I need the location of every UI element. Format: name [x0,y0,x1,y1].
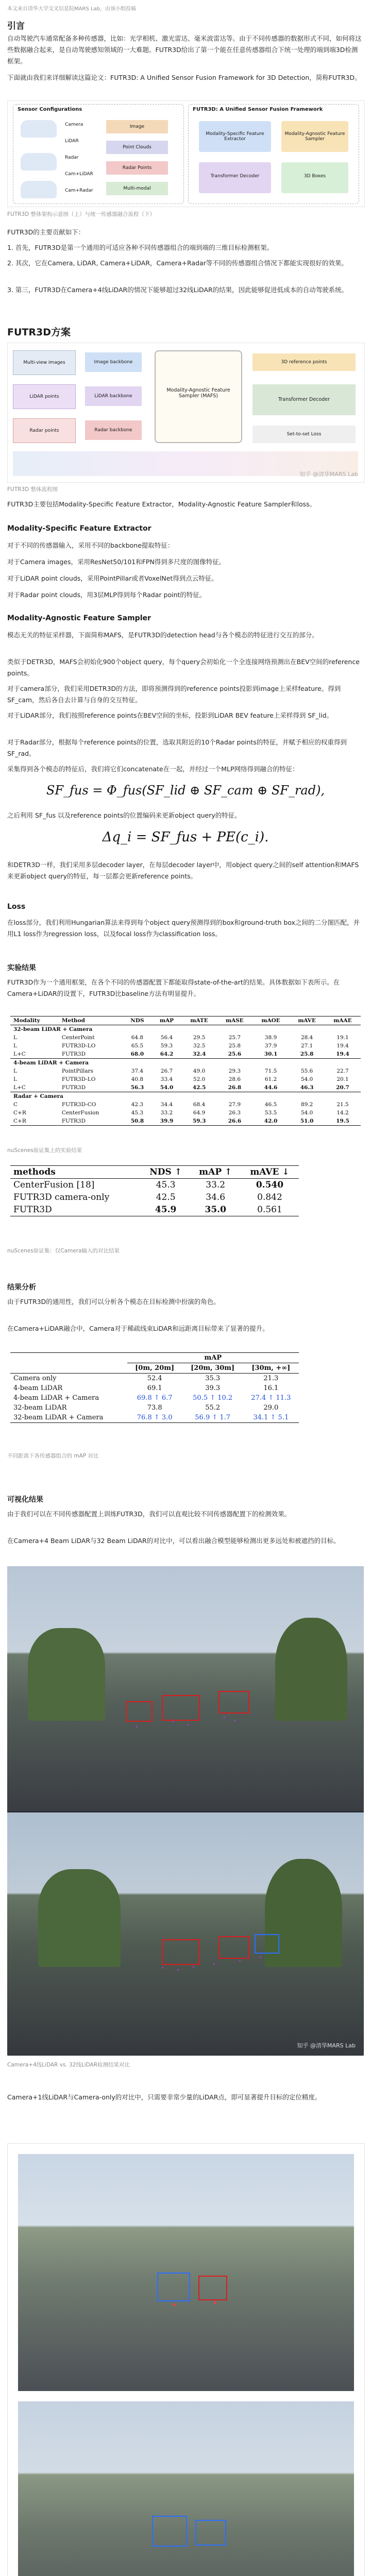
mse-paragraph-1: 对于不同的传感器输入，采用不同的backbone提取特征： [7,541,174,549]
map-cell: 50.5 ↑ 10.2 [193,1394,233,1402]
table-cell: 64.8 [131,1035,144,1041]
input-type-box: Multi-modal [106,182,168,195]
fig2-query: 3D reference points [252,353,356,371]
table-cell: FUTR3D-LO [61,1076,96,1082]
table-1-caption: nuScenes验证集上的实验结果 [7,1147,82,1154]
table-cell: 29.3 [228,1068,241,1074]
input-type-box: Image [106,120,168,133]
map-cell: 69.8 ↑ 6.7 [137,1394,173,1402]
table-cell: 56.4 [160,1035,173,1041]
subsection-title-experiments: 实验结果 [7,964,36,972]
figure-2 [7,343,365,483]
table-cell: CenterFusion [61,1110,99,1116]
contrib-item-2: 2. 其次，它在Camera, LiDAR, Camera+LiDAR，Camera+Radar等不同的传感器组合情况下都能实现很好的效果。 [7,259,348,267]
table-cell: 33.4 [160,1076,173,1082]
table-cell: 25.8 [300,1051,314,1057]
table-header-cell: NDS ↑ [149,1167,182,1177]
fig2-backbone: LiDAR backbone [85,386,142,406]
table-row [10,1393,299,1403]
sensor-label: LiDAR [65,139,79,144]
table-cell: 25.8 [228,1043,241,1049]
table-header-cell: mAAE [333,1018,352,1024]
sensor-label: Cam+LiDAR [65,172,93,177]
figure-3-visualization [7,1566,364,2056]
detection-box [162,1939,200,1965]
sensor-label: Cam+Radar [65,188,93,193]
mafs-paragraph-8: 和DETR3D一样，我们采用多层decoder layer，在每层decoder layer中，用object query之间的self attention和MAFS来更新object query的特征，每一层都会更新reference points。 [7,861,359,880]
table-group-row [10,1092,361,1101]
table-cell: 54.0 [300,1076,313,1082]
table-cell: L [13,1035,17,1041]
street-scene-photo-2 [7,1812,364,2056]
table-cell: 21.5 [336,1101,349,1108]
table-header-cell [10,1363,127,1374]
fig2-decoder: Transformer Decoder [252,384,356,415]
results-table-3-body [10,1374,299,1423]
table-cell: L [13,1043,17,1049]
map-cell: 34.6 [206,1192,226,1202]
table-cell: 56.3 [130,1084,144,1091]
table-row [10,1403,299,1413]
table-cell: 53.5 [264,1110,277,1116]
lidar-point [188,1724,189,1725]
extractor-box: Modality-Specific Feature Extractor [199,121,271,152]
formula-fusion: SF_fus = Φ_fus(SF_lid ⊕ SF_cam ⊕ SF_rad), [46,783,325,798]
map-cell: 35.0 [205,1205,226,1215]
street-scene-photo-4 [18,2401,354,2576]
table-cell: FUTR3D [61,1118,86,1124]
fig2-input: Multi-view images [13,350,76,375]
fig2-mafs: Modality-Agnostic Feature Sampler (MAFS) [155,350,242,443]
results-table-1 [10,1016,361,1126]
lidar-point [162,1967,163,1969]
mafs-paragraph-2: 类似于DETR3D，MAFS会初始化900个object query，每个query会初始化一个全连接网络预测出在BEV空间的reference points。 [7,658,360,677]
table-cell: 34.4 [160,1101,173,1108]
map-cell: 56.9 ↑ 1.7 [195,1414,231,1421]
table-header-cell: methods [13,1167,56,1177]
radar-point [173,2303,175,2306]
contrib-item-1: 1. 首先，FUTR3D是第一个通用的可适应各种不同传感器组合的端到端的三维目标检测框架。 [7,244,274,251]
fig2-backbone: Image backbone [85,352,142,372]
config-cell: 4-beam LiDAR + Camera [13,1394,99,1402]
table-group-row [10,1025,361,1034]
table-group-header: mAP [127,1353,299,1363]
detection-box [255,1934,279,1954]
mse-paragraph-2: 对于Camera images，采用ResNet50/101和FPN得到多尺度的图像特征。 [7,558,226,566]
figure-2-caption: FUTR3D 整体流程图 [7,486,58,493]
table-cell: 54.0 [160,1084,174,1091]
intro-paragraph-2: 下面就由我们来详细解读这篇论文：FUTR3D: A Unified Sensor Fusion Framework for 3D Detection，简称FUTR3D。 [7,74,361,81]
table-cell: 89.2 [300,1101,313,1108]
table-header-cell: Method [61,1018,86,1024]
lidar-point [172,1721,174,1722]
table-row [10,1083,361,1092]
table-cell: L [13,1076,17,1082]
exp-paragraph-1: FUTR3D作为一个通用框架，在各个不同的传感器配置下都能取得state-of-the-art的结果。具体数据如下表所示。在Camera+LiDAR的设置下，FUTR3D比baseline方法有明显提升。 [7,978,340,997]
table-cell: 59.3 [160,1043,173,1049]
lidar-point [224,1717,225,1718]
section-title-method: FUTR3D方案 [7,327,71,338]
vis-paragraph-1: 由于我们可以在不同传感器配置上训练FUTR3D，我们可以直观比较不同传感器配置下的检测效果。 [7,1510,291,1518]
table-cell: 49.0 [193,1068,206,1074]
table-cell: 68.0 [130,1051,144,1057]
table-cell: PointPillars [61,1068,93,1074]
table-group-label: Radar + Camera [13,1093,63,1099]
subsection-title-mafs: Modality-Agnostic Feature Sampler [7,614,151,622]
tree-shape [28,1628,105,1721]
section-title-intro: 引言 [7,21,25,31]
map-cell: 39.3 [205,1384,221,1392]
config-cell: 4-beam LiDAR [13,1384,63,1392]
table-row [10,1179,299,1192]
input-type-box: Radar Points [106,161,168,175]
table-cell: FUTR3D [61,1084,86,1091]
table-cell: 50.8 [130,1118,144,1124]
map-cell: 35.3 [205,1375,221,1382]
table-cell: 29.5 [193,1035,206,1041]
table-cell: 26.6 [228,1118,242,1124]
table-cell: 14.2 [336,1110,349,1116]
table-header-cell: mATE [190,1018,208,1024]
table-cell: 61.2 [264,1076,277,1082]
table-cell: 19.5 [336,1118,349,1124]
detection-box [152,2516,187,2547]
watermark: 知乎 @清华MARS Lab [299,471,358,478]
table-3-caption: 不同距离下各传感器组合的 mAP 对比 [7,1453,99,1459]
table-row [10,1067,361,1075]
table-cell: 28.4 [300,1035,313,1041]
vis-paragraph-2: 在Camera+4 Beam LiDAR与32 Beam LiDAR的对比中，可以看出融合模型能够检测出更多远处和被遮挡的目标。 [7,1537,340,1545]
map-cell: 16.1 [263,1384,279,1392]
mse-paragraph-4: 对于Radar point clouds，用3层MLP得到每个Radar point的特征。 [7,591,206,599]
tree-shape [38,1869,121,1967]
lidar-point [136,1726,138,1727]
table-row [10,1204,299,1216]
table-cell: 22.7 [336,1068,349,1074]
method-paragraph-1: FUTR3D主要包括Modality-Specific Feature Extractor，Modality-Agnostic Feature Sampler和loss。 [7,500,316,508]
table-cell: FUTR3D-LO [61,1043,96,1049]
table-row [10,1042,361,1050]
table-cell: 32.5 [193,1043,206,1049]
method-cell: FUTR3D [13,1205,52,1215]
table-row [10,1050,361,1059]
table-cell: 52.0 [193,1076,206,1082]
formula-update: Δq_i = SF_fus + PE(c_i). [102,829,269,845]
table-cell: 42.0 [264,1118,278,1124]
detection-box [162,1695,200,1721]
table-row [10,1383,299,1393]
sensor-label: Radar [65,155,79,160]
subsection-title-analysis: 结果分析 [7,1283,36,1292]
map-cell: 27.4 ↑ 11.3 [251,1394,291,1402]
lidar-point [193,1966,194,1968]
mafs-paragraph-7: 之后利用 SF_fus 以及reference points的位置编码来更新object query的特征。 [7,811,241,819]
contrib-intro: FUTR3D的主要贡献如下： [7,228,85,236]
table-cell: 26.7 [160,1068,173,1074]
detection-box [126,1701,153,1722]
table-cell: 26.8 [228,1084,242,1091]
table-cell: C+R [13,1110,26,1116]
table-header-cell: mAOE [261,1018,280,1024]
tree-shape [275,1618,347,1721]
table-cell: 46.5 [264,1101,277,1108]
sampler-box: Modality-Agnostic Feature Sampler [281,121,348,152]
figure-1-left-panel [13,104,184,204]
lidar-point [234,1720,235,1721]
table-cell: 71.5 [264,1068,277,1074]
results-table-2 [10,1165,299,1216]
nds-cell: 42.5 [156,1192,176,1202]
config-cell: 32-beam LiDAR [13,1404,67,1412]
figure-1 [7,100,365,207]
mafs-paragraph-4: 对于LiDAR部分，我们按照reference points在BEV空间的坐标，投影到LiDAR BEV feature上采样得到 SF_lid。 [7,711,333,719]
table-cell: CenterPoint [61,1035,95,1041]
detection-box [198,2276,227,2300]
table-row [10,1374,299,1384]
fig2-input: LiDAR points [13,384,76,409]
table-cell: L [13,1068,17,1074]
table-cell: 44.6 [264,1084,278,1091]
lidar-point [213,1963,215,1964]
table-header-cell: mAVE ↓ [250,1167,290,1177]
table-group-row [10,1059,361,1067]
table-cell: 26.3 [228,1110,241,1116]
table-header-cell: Modality [13,1018,40,1024]
street-scene-photo-1 [7,1566,364,1811]
table-cell: 54.0 [300,1110,313,1116]
car-icon [21,181,57,198]
table-row [10,1191,299,1204]
table-row [10,1109,361,1117]
method-name: CenterFusion [18] [13,1180,95,1190]
table-row [10,1075,361,1083]
vis-paragraph-3: Camera+1线LiDAR与Camera-only的对比中，只需要非常少量的LiDAR点，即可显著提升目标的定位精度。 [7,2093,322,2101]
car-icon [21,120,57,138]
config-cell: 32-beam LiDAR + Camera [13,1414,104,1421]
table-header-row [10,1166,299,1179]
table-group-label: 32-beam LiDAR + Camera [13,1026,93,1032]
table-cell: C [13,1101,18,1108]
table-cell: 46.3 [300,1084,314,1091]
figure-1-left-title: Sensor Configurations [18,107,82,112]
fig2-backbone: Radar backbone [85,420,142,440]
table-cell: 45.3 [131,1110,144,1116]
table-cell: FUTR3D-CO [61,1101,96,1108]
table-header-row [10,1016,361,1025]
table-cell: 40.8 [131,1076,144,1082]
figure-1-caption: FUTR3D 整体架构示意图（上）与统一传感器融合流程（下） [7,211,156,217]
table-cell: 27.9 [228,1101,241,1108]
intro-paragraph-1: 自动驾驶汽车通常配备多种传感器，比如：光学相机、激光雷达、毫米波雷达等。由于不同传感器的数据形式不同，如何将这些数据融合起来，是自动驾驶感知领域的一大难题。FUTR3D给出了第一个能在任意传感器组合下统一处理的端到端3D检测框架。 [7,35,362,65]
input-type-box: Point Clouds [106,141,168,154]
figure-1-right-panel [188,104,359,204]
table-header-cell: mAVE [298,1018,316,1024]
article-source-note: 本文来自清华大学交叉信息院MARS Lab，由该小组投稿 [7,6,136,12]
table-cell: 19.4 [336,1043,349,1049]
table-cell: 55.6 [300,1068,313,1074]
mafs-paragraph-3: 对于camera部分，我们采用DETR3D的方法，即将预测得到的reference points投影到image上采样feature。得到 SF_cam，然后各自去计算与自身的交互特征。 [7,685,341,704]
car-icon [21,153,57,171]
mafs-paragraph-1: 模态无关的特征采样器，下面简称MAFS，是FUTR3D的detection head与各个模态的特征进行交互的部分。 [7,631,318,639]
table-cell: L+C [13,1051,26,1057]
table-cell: 20.1 [336,1076,349,1082]
results-table-3 [10,1352,299,1423]
loss-paragraph-1: 在loss部分，我们利用Hungarian算法来得到每个object query预测得到的box和ground-truth box之间的二分图匹配，并用L1 loss作为regression loss，以及focal loss作为classification loss。 [7,919,360,938]
mafs-paragraph-5: 对于Radar部分，根据每个reference points的位置，选取其附近的10个Radar points的特征，并赋予相应的权重得到 SF_rad。 [7,738,347,757]
table-cell: 65.5 [131,1043,144,1049]
table-cell: L+C [13,1084,26,1091]
table-cell: 19.1 [336,1035,349,1041]
table-cell: 27.1 [300,1043,313,1049]
subsection-title-loss: Loss [7,903,26,911]
lidar-point [260,1957,261,1958]
fig2-output: Set-to-set Loss [252,426,356,443]
table-header-cell: [20m, 30m] [191,1364,235,1372]
mave-cell: 0.561 [257,1205,282,1215]
table-group-label: 4-beam LiDAR + Camera [13,1060,89,1066]
nds-cell: 45.9 [155,1205,177,1215]
map-cell: 33.2 [206,1180,226,1190]
detection-box [218,1691,249,1714]
table-cell: 38.9 [264,1035,277,1041]
table-cell: 33.2 [160,1110,173,1116]
method-cell: FUTR3D camera-only [13,1192,110,1202]
detection-box [218,1936,249,1959]
watermark: 知乎 @清华MARS Lab [297,2042,356,2049]
nds-cell: 45.3 [156,1180,176,1190]
table-cell: 59.3 [192,1118,206,1124]
results-table-1-body [10,1025,361,1126]
table-header-cell: NDS [130,1018,144,1024]
mave-cell: 0.540 [256,1180,284,1190]
subsection-title-visualization: 可视化结果 [7,1496,43,1504]
table-cell: 68.4 [193,1101,206,1108]
map-cell: 73.8 [147,1404,162,1412]
map-cell: 76.8 ↑ 3.0 [137,1414,173,1421]
table-group-row [10,1353,299,1363]
radar-point [214,2301,216,2304]
output-box: 3D Boxes [281,162,348,193]
figure-3-caption: Camera+4线LiDAR vs. 32线LiDAR检测结果对比 [7,2062,130,2068]
table-row [10,1413,299,1423]
table-cell: 37.9 [264,1043,277,1049]
table-cell: 42.5 [192,1084,206,1091]
analysis-paragraph-1: 由于FUTR3D的通用性，我们可以分析各个模态在目标检测中扮演的角色。 [7,1298,220,1306]
table-cell: 51.0 [300,1118,314,1124]
map-cell: 55.2 [205,1404,221,1412]
table-cell: 25.7 [228,1035,241,1041]
fig2-input: Radar points [13,418,76,443]
table-cell: 39.9 [160,1118,174,1124]
mave-cell: 0.842 [257,1192,282,1202]
street-scene-photo-3 [18,2154,354,2391]
map-cell: 34.1 ↑ 5.1 [253,1414,289,1421]
detection-box [157,2273,190,2301]
table-cell: FUTR3D [61,1051,86,1057]
results-table-2-body [10,1179,299,1216]
mafs-paragraph-6: 采集得到各个模态的特征后，我们将它们concatenate在一起，并经过一个MLP网络得到融合的特征： [7,765,299,773]
table-cell: 20.7 [336,1084,349,1091]
table-2-caption: nuScenes验证集：仅Camera输入的对比结果 [7,1248,120,1254]
table-cell: 30.1 [264,1051,278,1057]
map-cell: 21.3 [263,1375,279,1382]
lidar-point [177,1969,179,1971]
table-cell: 64.2 [160,1051,174,1057]
table-header-cell: mAP [159,1018,174,1024]
table-header-cell: mASE [225,1018,244,1024]
table-header-cell: [30m, +∞] [251,1364,291,1372]
mse-paragraph-3: 对于LiDAR point clouds，采用PointPillar或者VoxelNet得到点云特征。 [7,574,218,582]
table-cell: 37.4 [131,1068,144,1074]
table-header-cell: [0m, 20m] [135,1364,175,1372]
table-header-row [10,1363,299,1374]
detection-box [195,2520,226,2546]
table-header-cell: mAP ↑ [199,1167,232,1177]
config-cell: Camera only [13,1375,57,1382]
figure-4-visualization [7,2143,365,2576]
figure-1-right-title: FUTR3D: A Unified Sensor Fusion Framework [193,107,323,112]
map-cell: 52.4 [147,1375,162,1382]
table-cell: 28.6 [228,1076,241,1082]
contrib-item-3: 3. 第三，FUTR3D在Camera+4线LiDAR的情况下能够超过32线LiDAR的结果，因此能够促进低成本的自动驾驶系统。 [7,286,348,294]
table-cell: 32.4 [192,1051,206,1057]
table-row [10,1100,361,1109]
table-cell: 19.4 [336,1051,349,1057]
lidar-point [239,1960,241,1961]
table-cell: C+R [13,1118,26,1124]
table-cell: 64.9 [193,1110,206,1116]
table-row [10,1033,361,1042]
table-cell: 25.6 [228,1051,242,1057]
map-cell: 69.1 [147,1384,162,1392]
analysis-paragraph-2: 在Camera+LiDAR融合中，Camera对于稀疏线束LiDAR和远距离目标带来了显著的提升。 [7,1325,269,1332]
subsection-title-mse: Modality-Specific Feature Extractor [7,524,151,533]
table-row [10,1117,361,1126]
method-cell [10,1179,141,1192]
sensor-label: Camera [65,122,83,127]
map-cell: 29.0 [263,1404,279,1412]
decoder-box: Transformer Decoder [199,162,271,193]
table-cell: 42.3 [131,1101,144,1108]
